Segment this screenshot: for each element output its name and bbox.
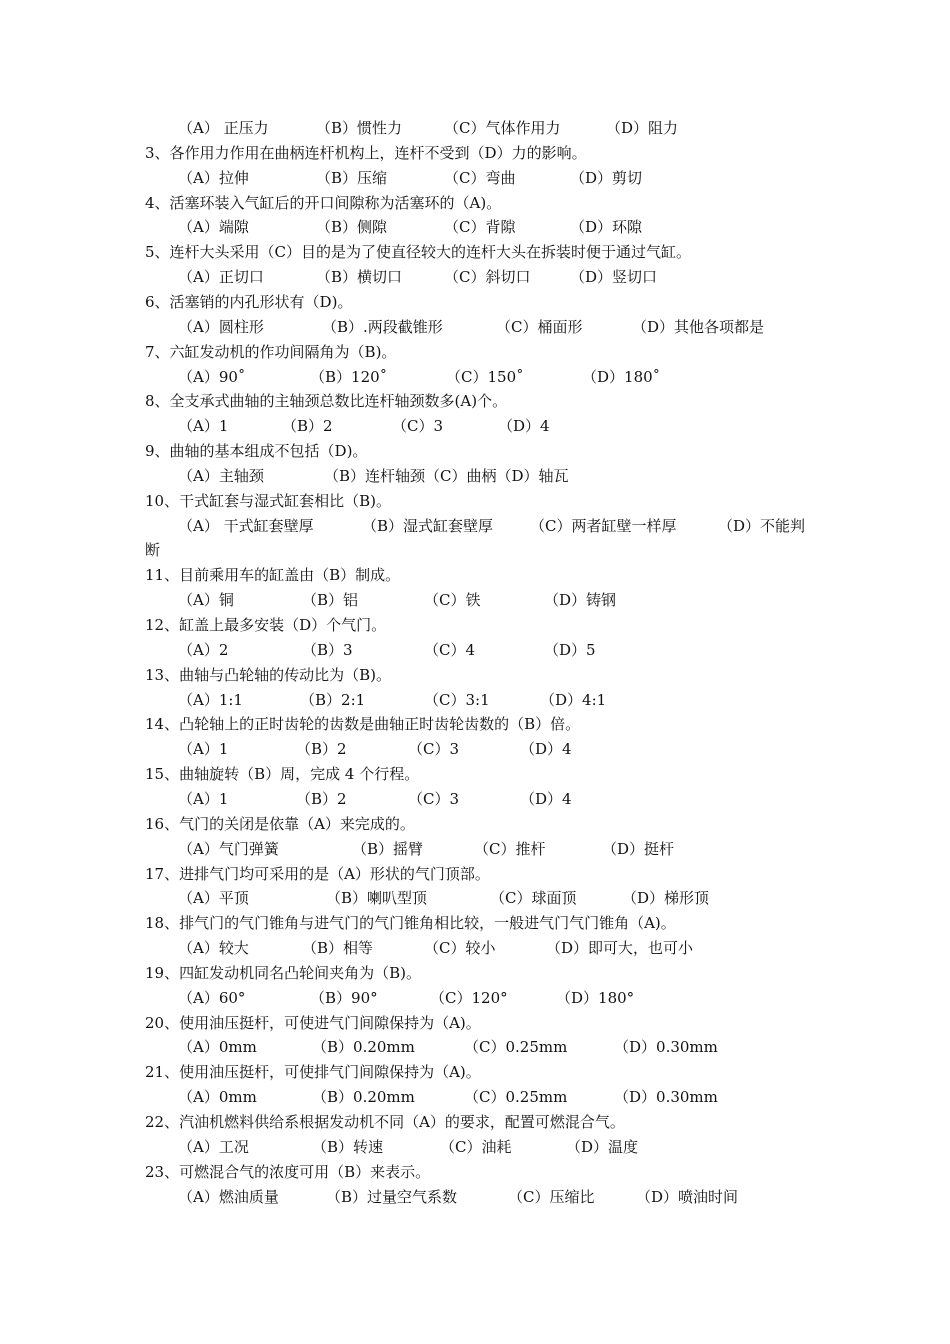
answer-option: （D）0.30mm [614, 1088, 718, 1106]
answer-option: （C）3 [408, 790, 460, 808]
answer-option: （A） 正压力 [178, 119, 269, 137]
answer-option: （D）4:1 [540, 691, 607, 709]
answer-option: （C）推杆 [474, 840, 546, 858]
answer-option: （A）1:1 [178, 691, 243, 709]
question-text: 18、排气门的气门锥角与进气门的气门锥角相比较，一般进气门气门锥角（A)。 [145, 914, 676, 932]
question-text: 14、凸轮轴上的正时齿轮的齿数是曲轴正时齿轮齿数的（B）倍。 [145, 715, 581, 733]
answer-option: （B）0.20mm [312, 1038, 415, 1056]
answer-option: （A）正切口 [178, 268, 264, 286]
question-text: 15、曲轴旋转（B）周，完成 4 个行程。 [145, 765, 420, 783]
answer-option: （B）喇叭型顶 [326, 889, 428, 907]
answer-option: （A）气门弹簧 [178, 840, 279, 858]
answer-option: （A）0mm [178, 1038, 257, 1056]
answer-option: （B）压缩 [316, 169, 388, 187]
answer-option: （D）4 [520, 790, 572, 808]
answer-option: （C）3:1 [424, 691, 490, 709]
answer-option: （C）较小 [424, 939, 496, 957]
answer-option: （A）圆柱形 [178, 318, 264, 336]
answer-option: （B）过量空气系数 [326, 1188, 458, 1206]
answer-option: （D）不能判 [718, 517, 806, 535]
question-text: 3、各作用力作用在曲柄连杆机构上，连杆不受到（D）力的影响。 [145, 144, 587, 162]
answer-option: （B）2:1 [300, 691, 366, 709]
question-text: 11、目前乘用车的缸盖由（B）制成。 [145, 566, 401, 584]
answer-option: （A）铜 [178, 591, 234, 609]
question-text: 8、全支承式曲轴的主轴颈总数比连杆轴颈数多(A)个。 [145, 392, 508, 410]
question-text: 5、连杆大头采用（C）目的是为了使直径较大的连杆大头在拆装时便于通过气缸。 [145, 243, 692, 261]
answer-option: （C）150˚ [446, 368, 524, 386]
answer-option: （B）转速 [312, 1138, 384, 1156]
answer-option: （A）1 [178, 790, 229, 808]
question-text: 10、干式缸套与湿式缸套相比（B)。 [145, 492, 391, 510]
answer-option: （A）2 [178, 641, 229, 659]
answer-option: （A） 干式缸套壁厚 [178, 517, 314, 535]
answer-option: （C）3 [408, 740, 460, 758]
answer-option: （A）较大 [178, 939, 249, 957]
answer-option: （D）180° [556, 989, 635, 1007]
answer-option: （D）4 [520, 740, 572, 758]
answer-option: （D）挺杆 [602, 840, 675, 858]
answer-option: （B）2 [296, 740, 347, 758]
question-text: 6、活塞销的内孔形状有（D)。 [145, 293, 353, 311]
answer-option: （C）4 [424, 641, 476, 659]
answer-option: （C）背隙 [444, 218, 516, 236]
answer-option: （D）0.30mm [614, 1038, 718, 1056]
answer-option: （A）60° [178, 989, 246, 1007]
answer-option: （D）即可大，也可小 [546, 939, 694, 957]
question-text: 20、使用油压挺杆，可使进气门间隙保持为（A)。 [145, 1014, 481, 1032]
answer-option: （D）温度 [566, 1138, 639, 1156]
question-text: 19、四缸发动机同名凸轮间夹角为（B)。 [145, 964, 421, 982]
answer-option: （D）铸钢 [544, 591, 617, 609]
question-text: 9、曲轴的基本组成不包括（D)。 [145, 442, 368, 460]
answer-option: （B）惯性力 [316, 119, 403, 137]
answer-option: （B）2 [282, 417, 333, 435]
answer-option: （C）压缩比 [508, 1188, 595, 1206]
answer-option: （D）其他各项都是 [632, 318, 765, 336]
continuation-text: 断 [145, 541, 161, 559]
answer-option: （D）180˚ [582, 368, 661, 386]
answer-option: （A）0mm [178, 1088, 257, 1106]
answer-option: （B）摇臂 [352, 840, 424, 858]
answer-option: （C）弯曲 [444, 169, 516, 187]
question-text: 17、进排气门均可采用的是（A）形状的气门顶部。 [145, 865, 490, 883]
answer-option: （B）0.20mm [312, 1088, 415, 1106]
answer-option: （B）90° [310, 989, 378, 1007]
answer-option: （D）梯形顶 [622, 889, 710, 907]
answer-option: （A）1 [178, 740, 229, 758]
answer-option: （A）端隙 [178, 218, 249, 236]
answer-option: （B）侧隙 [316, 218, 388, 236]
answer-option: （A）燃油质量 [178, 1188, 279, 1206]
answer-option: （A）拉伸 [178, 169, 249, 187]
answer-option: （C）气体作用力 [444, 119, 561, 137]
answer-option: （C）0.25mm [464, 1088, 568, 1106]
answer-option: （B）湿式缸套壁厚 [362, 517, 494, 535]
answer-option: （C）两者缸壁一样厚 [530, 517, 677, 535]
answer-option: （D）喷油时间 [636, 1188, 739, 1206]
question-text: 12、缸盖上最多安装（D）个气门。 [145, 616, 387, 634]
answer-option: （C）120° [430, 989, 508, 1007]
answer-option: （C）3 [392, 417, 444, 435]
answer-option: （A）90˚ [178, 368, 246, 386]
question-text: 7、六缸发动机的作功间隔角为（B)。 [145, 343, 397, 361]
answer-option: （D）阻力 [606, 119, 679, 137]
question-text: 13、曲轴与凸轮轴的传动比为（B)。 [145, 666, 391, 684]
answer-option: （A）主轴颈 [178, 467, 264, 485]
answer-option: （B）3 [302, 641, 353, 659]
answer-option: （C）铁 [424, 591, 481, 609]
answer-option: （B）.两段截锥形 [322, 318, 443, 336]
answer-option: （C）球面顶 [490, 889, 577, 907]
answer-option: （B）连杆轴颈（C）曲柄（D）轴瓦 [324, 467, 569, 485]
answer-option: （B）横切口 [316, 268, 403, 286]
answer-option: （A）平顶 [178, 889, 249, 907]
answer-option: （D）5 [544, 641, 596, 659]
answer-option: （B）铝 [302, 591, 359, 609]
answer-option: （D）竖切口 [570, 268, 658, 286]
question-text: 21、使用油压挺杆，可使排气门间隙保持为（A)。 [145, 1063, 481, 1081]
answer-option: （A）工况 [178, 1138, 249, 1156]
answer-option: （C）桶面形 [496, 318, 583, 336]
question-text: 4、活塞环装入气缸后的开口间隙称为活塞环的（A)。 [145, 194, 502, 212]
answer-option: （A）1 [178, 417, 229, 435]
answer-option: （D）剪切 [570, 169, 643, 187]
answer-option: （B）120˚ [310, 368, 388, 386]
answer-option: （C）油耗 [440, 1138, 512, 1156]
answer-option: （B）2 [296, 790, 347, 808]
answer-option: （D）4 [498, 417, 550, 435]
question-text: 23、可燃混合气的浓度可用（B）来表示。 [145, 1163, 431, 1181]
answer-option: （C）斜切口 [444, 268, 531, 286]
answer-option: （D）环隙 [570, 218, 643, 236]
answer-option: （C）0.25mm [464, 1038, 568, 1056]
question-text: 22、汽油机燃料供给系根据发动机不同（A）的要求，配置可燃混合气。 [145, 1113, 625, 1131]
answer-option: （B）相等 [302, 939, 374, 957]
question-text: 16、气门的关闭是依靠（A）来完成的。 [145, 815, 415, 833]
